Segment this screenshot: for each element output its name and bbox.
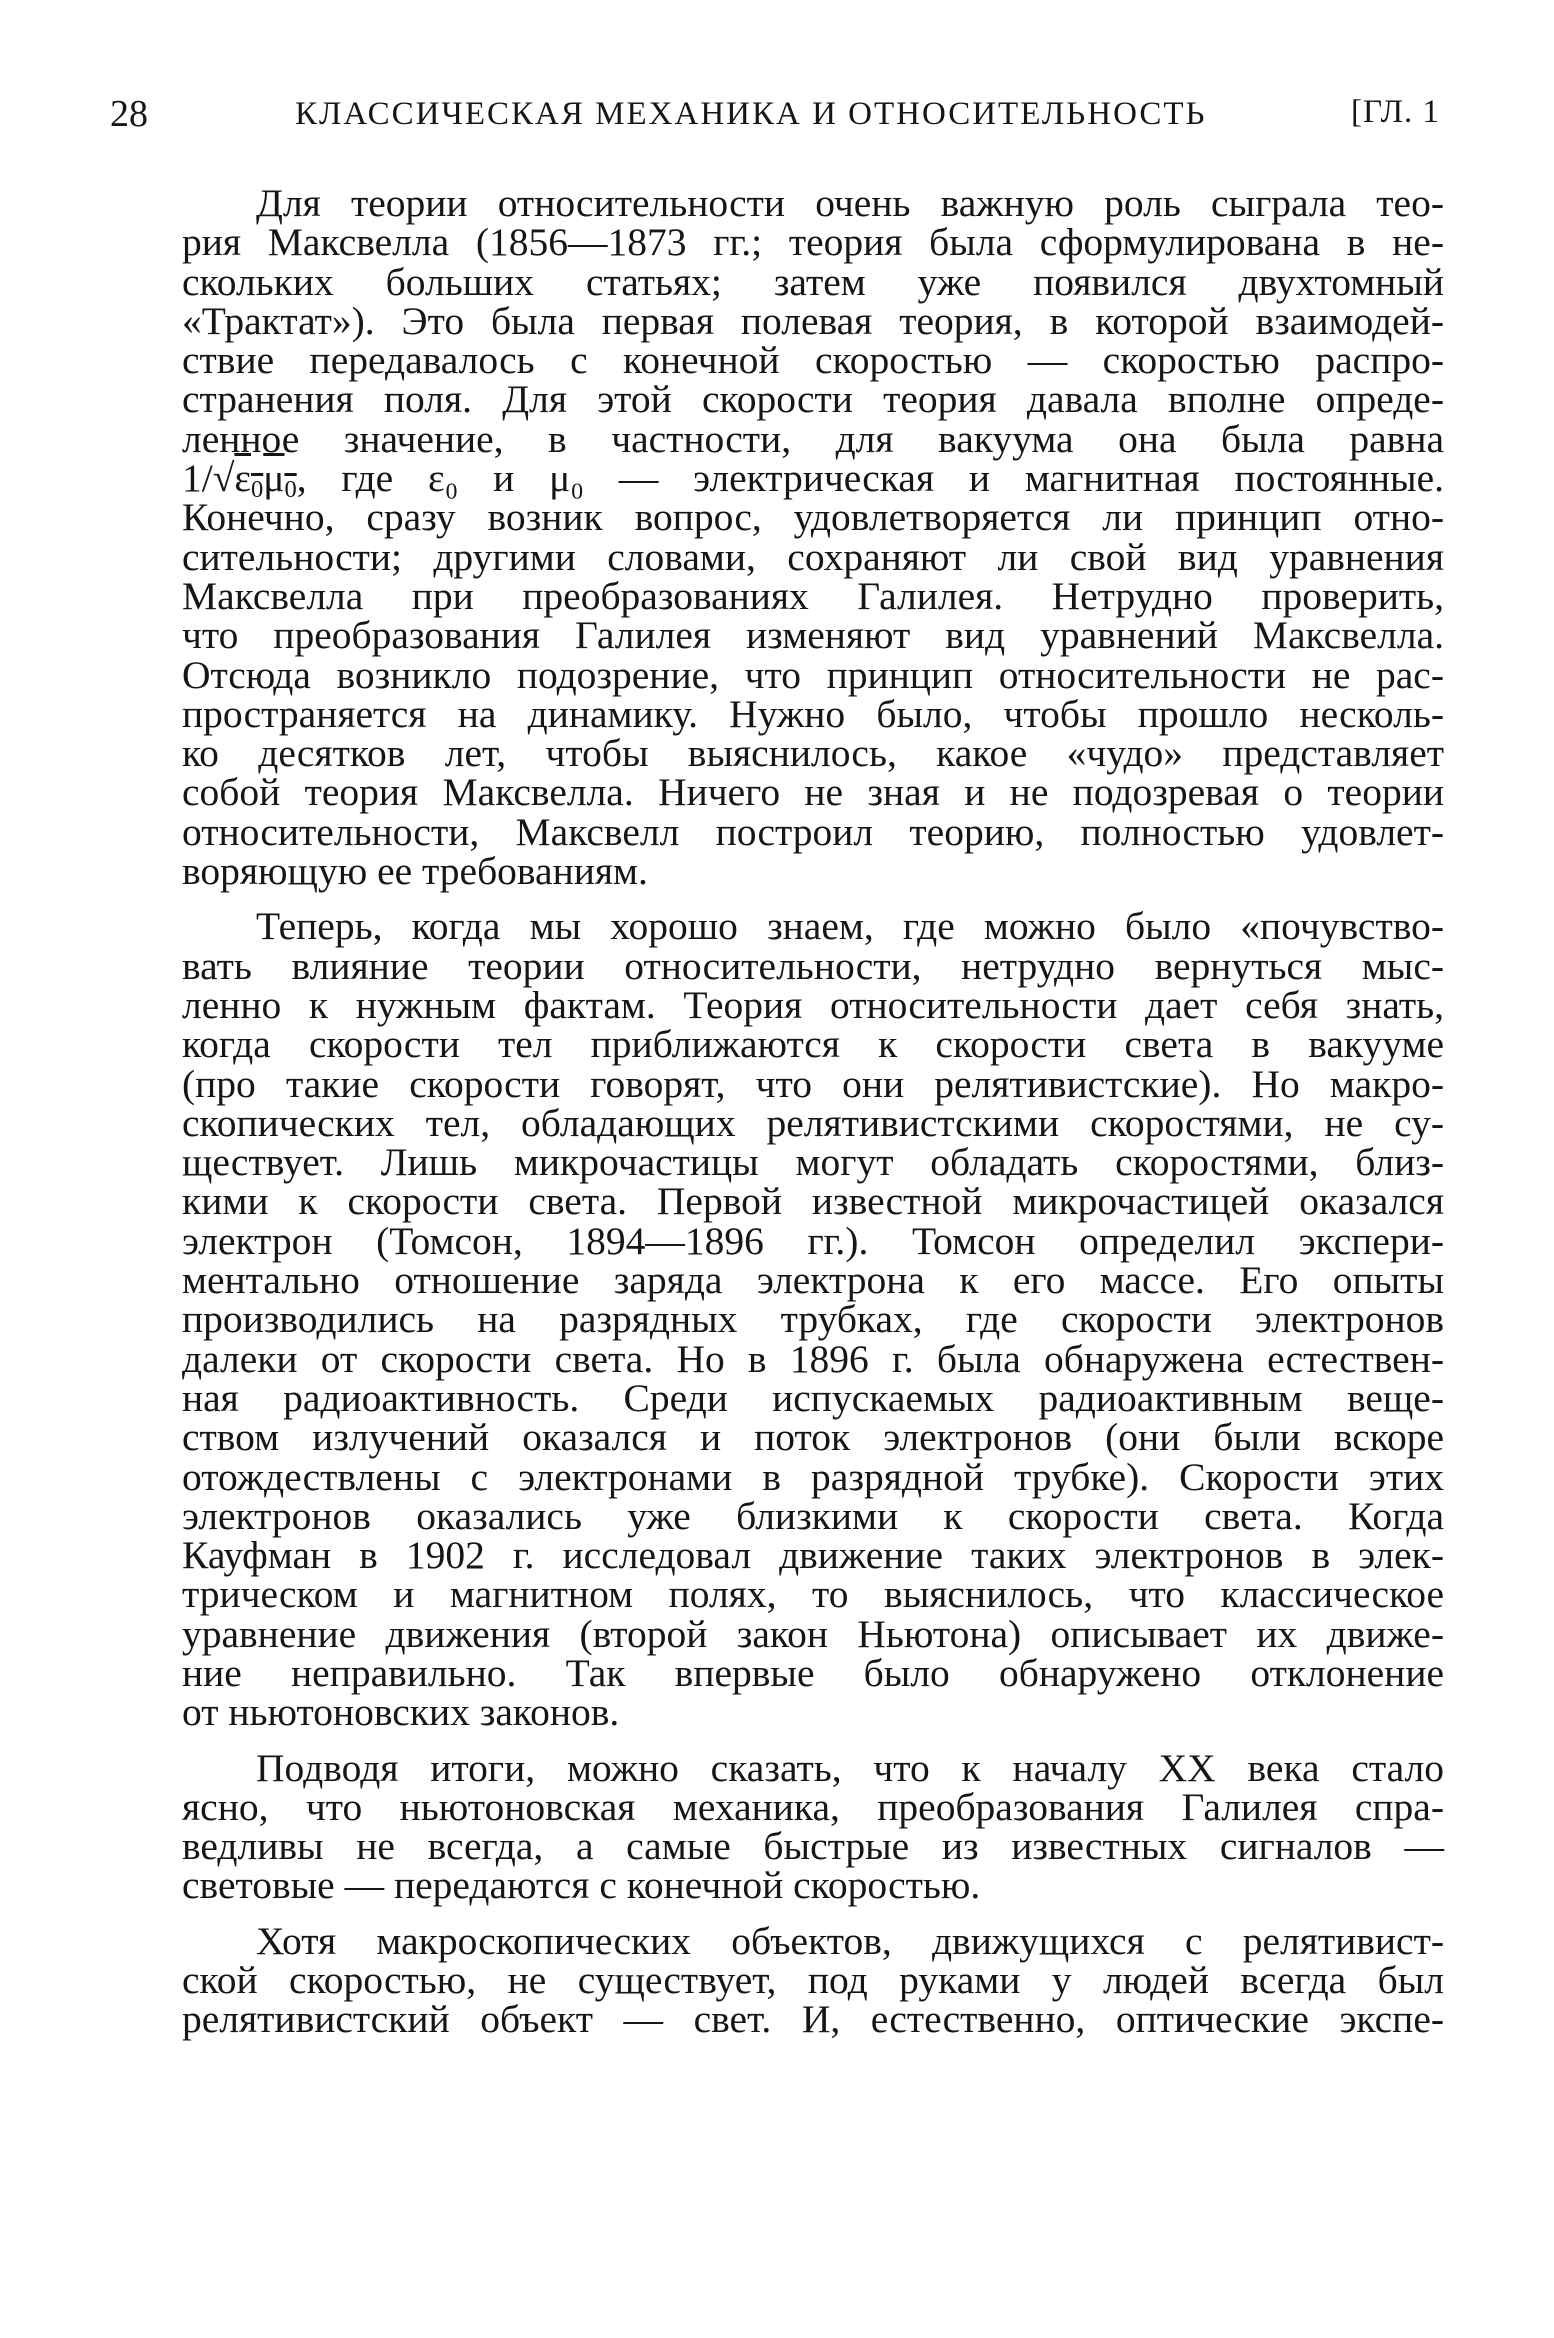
text-line: ством излучений оказался и поток электронов (они были вскоре	[182, 1415, 1444, 1460]
paragraph-4	[108, 1918, 1444, 2042]
text-line: Теперь, когда мы хорошо знаем, где можно было «почувство-	[256, 904, 1444, 949]
text-line: уравнение движения (второй закон Ньютона) описывает их движе-	[182, 1611, 1444, 1656]
text-line: ленно к нужным фактам. Теория относительности дает себя знать,	[182, 982, 1444, 1027]
text-line: Для теории относительности очень важную роль сыграла тео-	[256, 181, 1444, 225]
text-line: что преобразования Галилея изменяют вид уравнений Максвелла.	[182, 613, 1444, 658]
text-line: электрон (Томсон, 1894—1896 гг.). Томсон определил экспери-	[182, 1218, 1444, 1263]
paragraph-3	[108, 1745, 1444, 1908]
text-line: относительности, Максвелл построил теорию, полностью удовлет-	[182, 809, 1444, 854]
text-line: ясно, что ньютоновская механика, преобразования Галилея спра-	[182, 1784, 1444, 1829]
text-line: ментально отношение заряда электрона к его массе. Его опыты	[182, 1258, 1444, 1303]
text-line: отождествлены с электронами в разрядной трубке). Скорости этих	[182, 1454, 1444, 1499]
text-line: скольких больших статьях; затем уже появился двухтомный	[182, 259, 1444, 304]
text-line: Максвелла при преобразованиях Галилея. Нетрудно проверить,	[182, 573, 1444, 618]
text-line: вать влияние теории относительности, нетрудно вернуться мыс-	[182, 943, 1444, 988]
text-line: ленное значение, в частности, для вакуума она была равна	[182, 416, 1444, 461]
text-line: релятивистский объект — свет. И, естественно, оптические экспе-	[182, 1997, 1444, 2042]
formula-rest: , где ε₀ и μ₀ — электрическая и магнитная постоянные.	[296, 456, 1444, 501]
text-line: электронов оказались уже близкими к скорости света. Когда	[182, 1493, 1444, 1538]
formula-prefix: 1/√	[182, 456, 235, 501]
text-line: пространяется на динамику. Нужно было, чтобы прошло несколь-	[182, 691, 1444, 736]
chapter-label: [ГЛ. 1	[1351, 94, 1440, 130]
text-line: кими к скорости света. Первой известной микрочастицей оказался	[182, 1179, 1444, 1224]
text-line: ствие передавалось с конечной скоростью — скоростью распро-	[182, 338, 1444, 383]
text-line: Конечно, сразу возник вопрос, удовлетворяется ли принцип отно-	[182, 495, 1444, 540]
page-number: 28	[110, 93, 148, 135]
page-header	[110, 92, 1440, 138]
paragraph-2	[108, 904, 1444, 1735]
text-line: ная радиоактивность. Среди испускаемых радиоактивным веще-	[182, 1375, 1444, 1420]
formula-radicand: $\varepsilon_0\mu_0$	[234, 456, 297, 504]
text-line: ние неправильно. Так впервые было обнаружено отклонение	[182, 1650, 1444, 1695]
text-line: ко десятков лет, чтобы выяснилось, какое «чудо» представляет	[182, 731, 1444, 776]
text-line: когда скорости тел приближаются к скорости света в вакууме	[182, 1022, 1444, 1067]
text-line: ведливы не всегда, а самые быстрые из известных сигналов —	[182, 1824, 1444, 1869]
text-line: скопических тел, обладающих релятивистскими скоростями, не су-	[182, 1100, 1444, 1145]
text-line: сительности; другими словами, сохраняют ли свой вид уравнения	[182, 534, 1444, 579]
text-line: (про такие скорости говорят, что они релятивистские). Но макро-	[182, 1061, 1444, 1106]
text-line: световые — передаются с конечной скоростью.	[182, 1863, 981, 1908]
body-text	[108, 181, 1444, 2056]
paragraph-1	[108, 181, 1444, 894]
text-line: рия Максвелла (1856—1873 гг.; теория была сформулирована в не-	[182, 220, 1444, 265]
text-line: производились на разрядных трубках, где скорости электронов	[182, 1297, 1444, 1342]
text-line: Отсюда возникло подозрение, что принцип относительности не рас-	[182, 652, 1444, 697]
text-line: трическом и магнитном полях, то выяснилось, что классическое	[182, 1572, 1444, 1617]
text-line: собой теория Максвелла. Ничего не зная и не подозревая о теории	[182, 770, 1444, 815]
text-line: далеки от скорости света. Но в 1896 г. была обнаружена естествен-	[182, 1336, 1444, 1381]
text-line: Подводя итоги, можно сказать, что к началу XX века стало	[256, 1745, 1444, 1790]
text-line: Кауфман в 1902 г. исследовал движение таких электронов в элек-	[182, 1533, 1444, 1578]
text-line: Хотя макроскопических объектов, движущихся с релятивист-	[256, 1918, 1444, 1963]
text-line: ской скоростью, не существует, под руками у людей всегда был	[182, 1958, 1444, 2003]
text-line: странения поля. Для этой скорости теория давала вполне опреде-	[182, 377, 1444, 422]
running-title: КЛАССИЧЕСКАЯ МЕХАНИКА И ОТНОСИТЕЛЬНОСТЬ	[295, 96, 1207, 132]
text-line: воряющую ее требованиям.	[182, 849, 648, 894]
text-line: от ньютоновских законов.	[182, 1690, 620, 1735]
text-line: ществует. Лишь микрочастицы могут обладать скоростями, близ-	[182, 1140, 1444, 1185]
formula-line	[108, 456, 1444, 504]
text-line: «Трактат»). Это была первая полевая теория, в которой взаимодей-	[182, 298, 1444, 343]
